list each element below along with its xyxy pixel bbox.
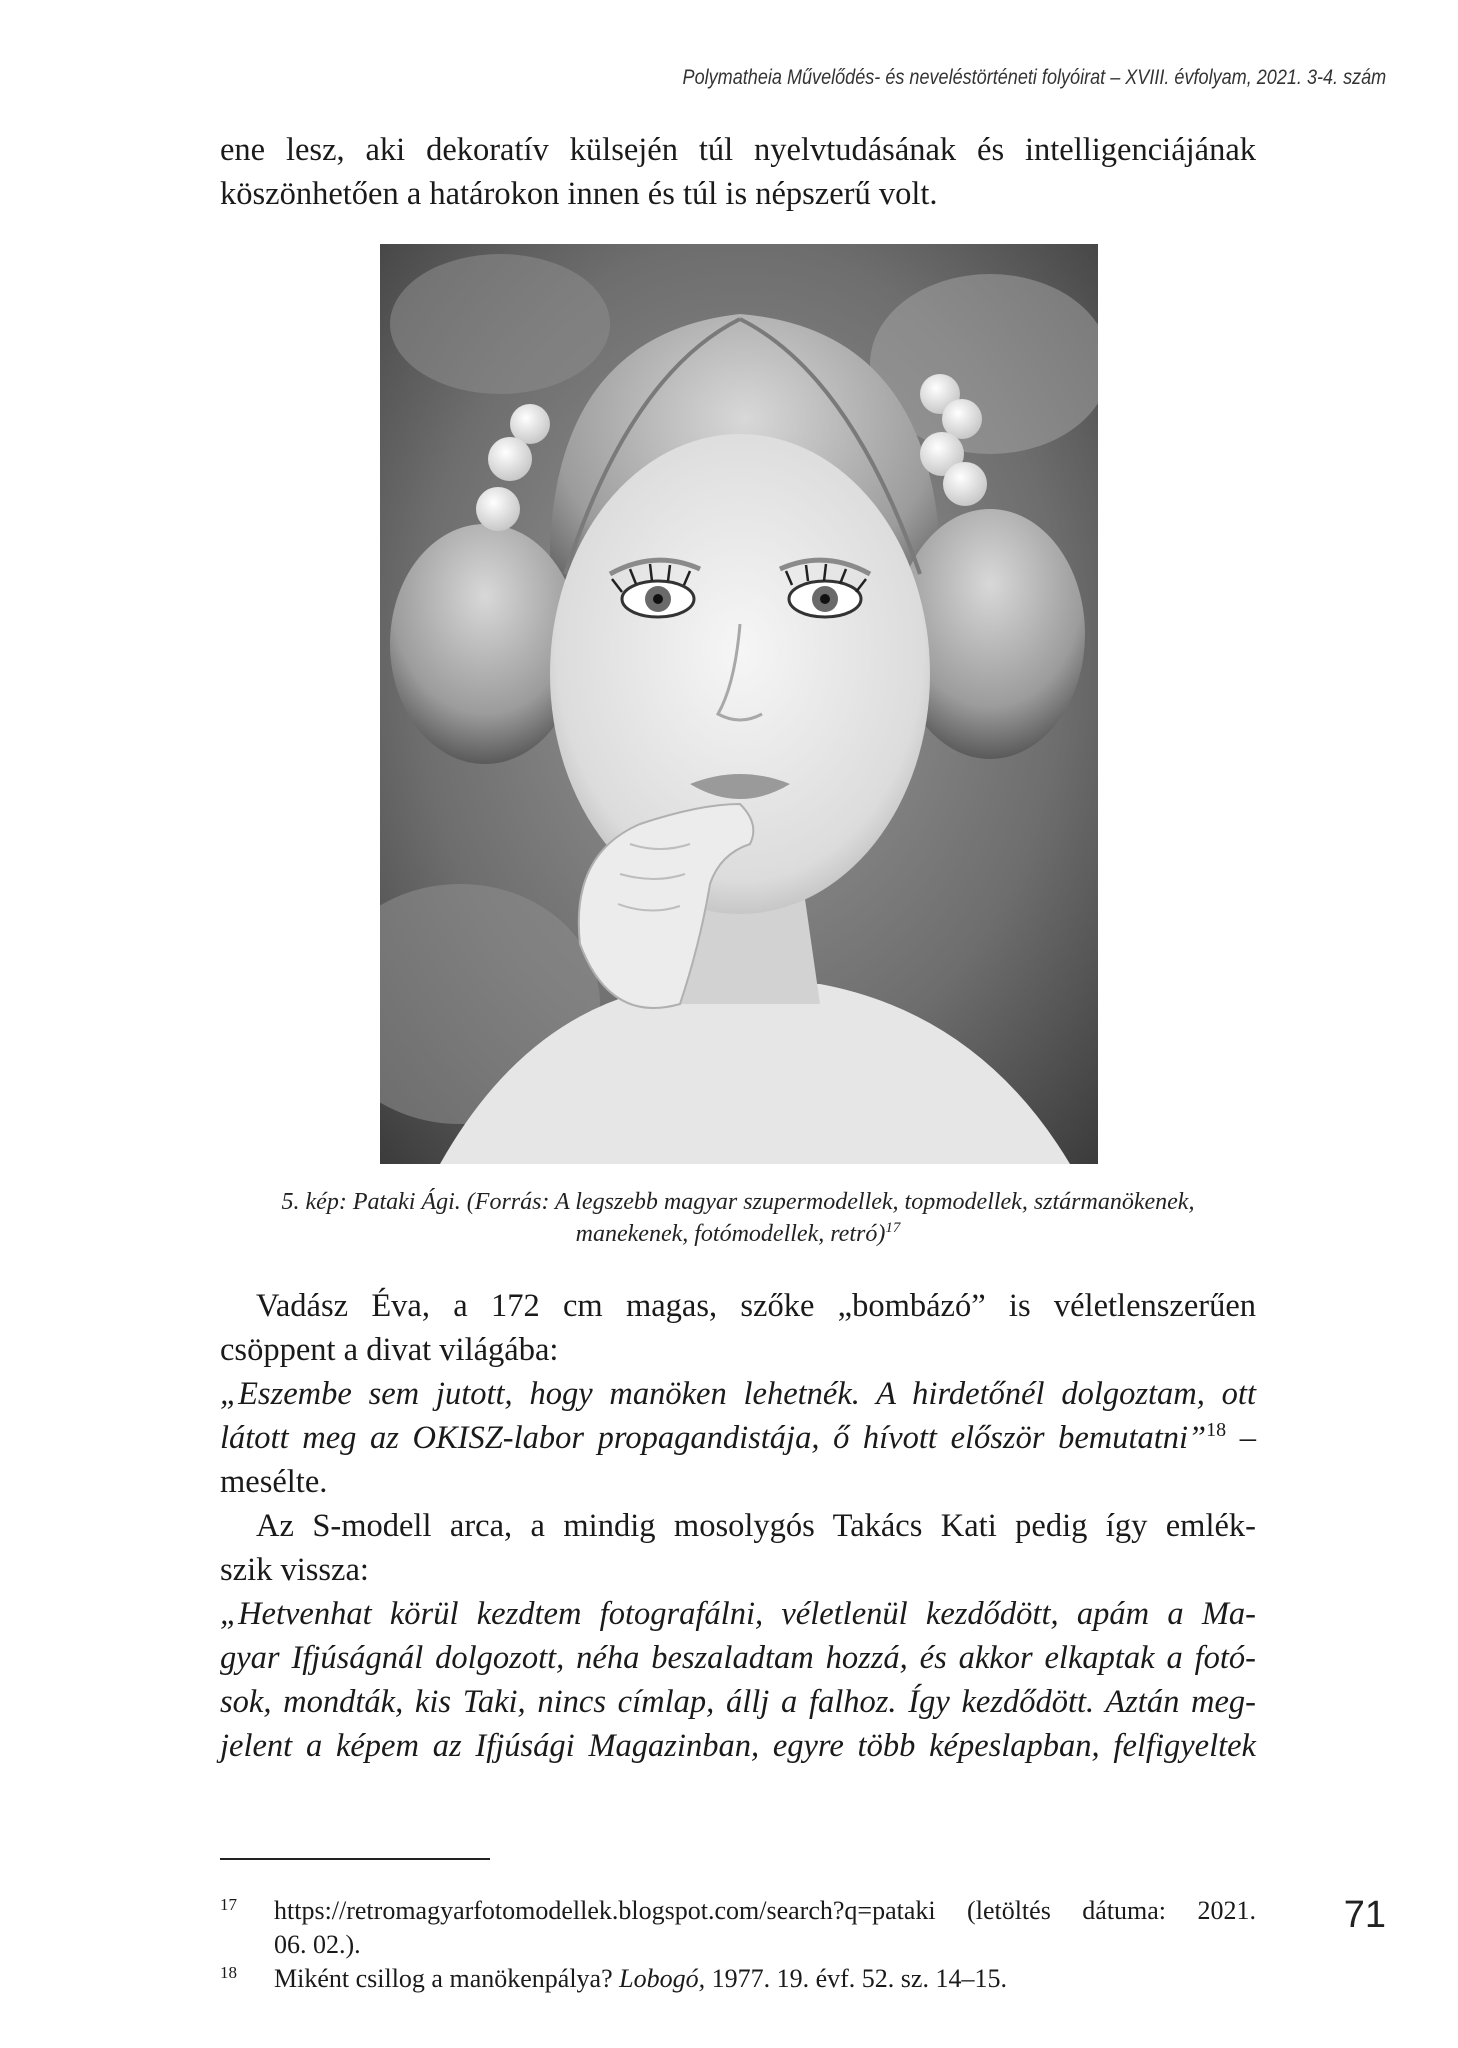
footnote-18-journal: Lobogó,: [619, 1964, 706, 1993]
footnote-17-number: 17: [220, 1895, 237, 1914]
caption-line-1: 5. kép: Pataki Ági. (Forrás: A legszebb magyar szupermodellek, topmodellek, sztármanökenek,: [281, 1189, 1195, 1215]
caption-line-2: manekenek, fotómodellek, retró): [575, 1221, 886, 1247]
para1-line-2: csöppent a divat világába:: [220, 1332, 559, 1368]
figure-caption: [220, 1186, 1256, 1250]
quote1-line-3: mesélte.: [220, 1464, 328, 1500]
para1-line-1: Vadász Éva, a 172 cm magas, szőke „bombázó” is véletlenszerűen: [256, 1288, 1256, 1324]
quote2-line-4: jelent a képem az Ifjúsági Magazinban, egyre több képeslapban, felfigyeltek: [220, 1728, 1256, 1764]
footnote-18-details: 1977. 19. évf. 52. sz. 14–15.: [705, 1964, 1007, 1993]
portrait-photo: [380, 244, 1098, 1164]
quote1-line-2: [220, 1416, 1256, 1460]
para2-line-1: Az S-modell arca, a mindig mosolygós Takács Kati pedig így emlék-: [256, 1508, 1256, 1544]
quote1-dash: –: [1226, 1420, 1257, 1456]
quote1-line-2-text: látott meg az OKISZ-labor propagandistája, ő hívott először bemutatni”: [220, 1420, 1207, 1456]
caption-footnote-ref[interactable]: 17: [885, 1220, 901, 1236]
footnote-18-title: Miként csillog a manökenpálya?: [274, 1964, 620, 1993]
footnote-17-url[interactable]: https://retromagyarfotomodellek.blogspot.com/search?q=pataki (letöltés dátuma: 2021.: [274, 1896, 1256, 1925]
quote2-line-1: „Hetvenhat körül kezdtem fotografálni, véletlenül kezdődött, apám a Ma-: [220, 1596, 1256, 1632]
page-number: 71: [1343, 1894, 1386, 1936]
intro-line-2: köszönhetően a határokon innen és túl is népszerű volt.: [220, 176, 938, 212]
footnote-divider: [220, 1858, 490, 1860]
para2-line-2: szik vissza:: [220, 1552, 369, 1588]
quote2-line-3: sok, mondták, kis Taki, nincs címlap, állj a falhoz. Így kezdődött. Aztán meg-: [220, 1684, 1256, 1720]
footnote-ref-18[interactable]: 18: [1206, 1419, 1227, 1442]
intro-line-1: ene lesz, aki dekoratív külsején túl nyelvtudásának és intelligenciájának: [220, 132, 1256, 168]
running-head: Polymatheia Művelődés- és neveléstörténeti folyóirat – XVIII. évfolyam, 2021. 3-4. szám: [682, 66, 1386, 89]
footnote-18-number: 18: [220, 1963, 237, 1982]
footnote-17-date: 06. 02.).: [274, 1930, 361, 1959]
quote1-line-1: „Eszembe sem jutott, hogy manöken lehetnék. A hirdetőnél dolgoztam, ott: [220, 1376, 1256, 1412]
quote2-line-2: gyar Ifjúságnál dolgozott, néha beszaladtam hozzá, és akkor elkaptak a fotó-: [220, 1640, 1256, 1676]
